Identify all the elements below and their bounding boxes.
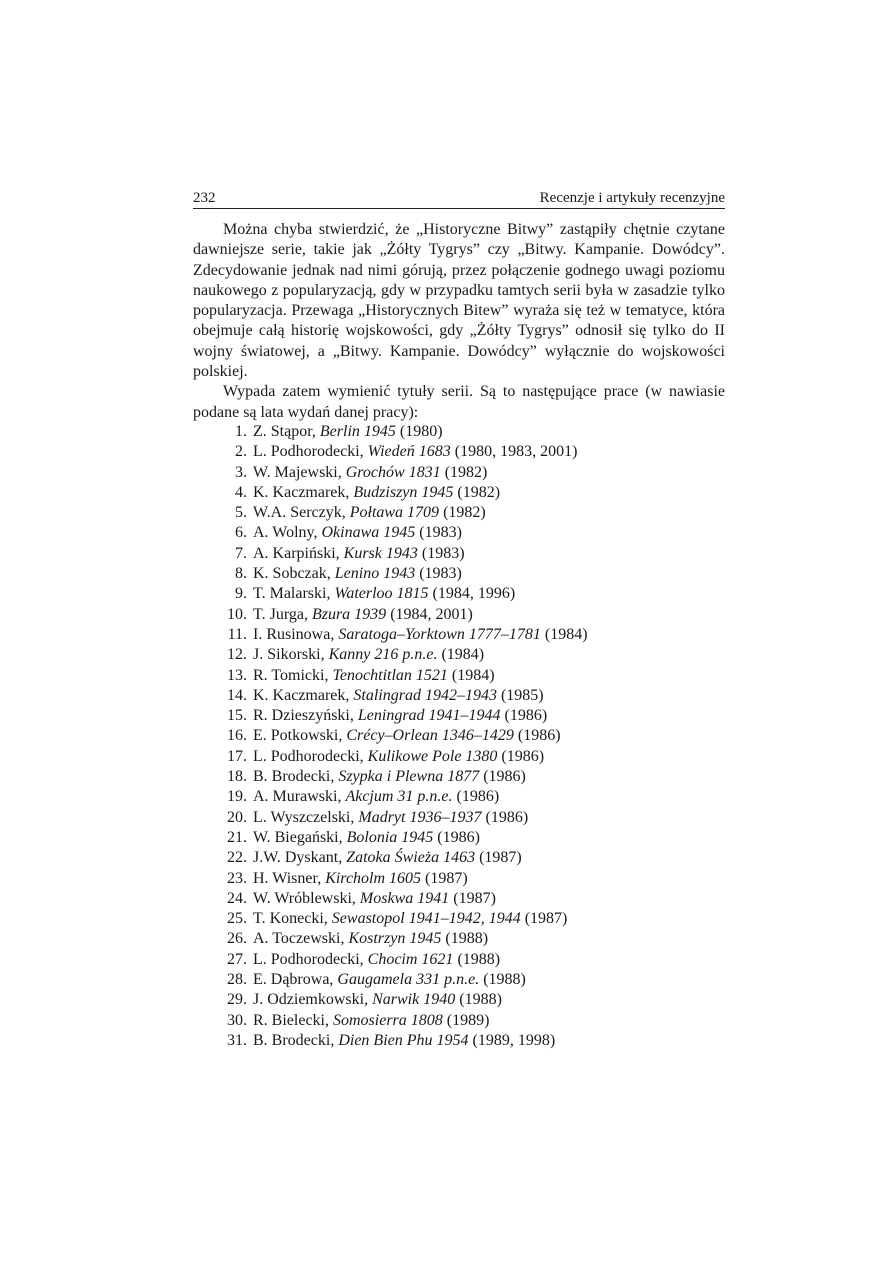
entry-years: (1983) bbox=[419, 524, 462, 542]
entry-title: Somosierra 1808 bbox=[332, 1011, 443, 1029]
list-item-number: 20. bbox=[227, 808, 247, 826]
list-item-entry bbox=[253, 726, 561, 746]
list-item bbox=[193, 584, 725, 604]
list-item-entry bbox=[253, 950, 500, 970]
entry-title: Szypka i Plewna 1877 bbox=[338, 768, 480, 786]
list-item-number: 17. bbox=[227, 747, 247, 765]
entry-title: Narwik 1940 bbox=[372, 991, 456, 1009]
list-item bbox=[193, 787, 725, 807]
list-item-entry bbox=[253, 929, 488, 949]
list-item-number: 30. bbox=[227, 1011, 247, 1029]
entry-years: (1980, 1983, 2001) bbox=[454, 443, 578, 461]
entry-title: Dien Bien Phu 1954 bbox=[338, 1031, 469, 1049]
entry-years: (1987) bbox=[453, 889, 496, 907]
list-item bbox=[193, 747, 725, 767]
entry-years: (1989) bbox=[446, 1011, 490, 1029]
entry-years: (1985) bbox=[500, 686, 544, 704]
list-item-number: 16. bbox=[227, 727, 247, 745]
entry-author: I. Rusinowa, bbox=[253, 625, 335, 643]
list-item-number: 15. bbox=[227, 707, 247, 725]
list-item-entry bbox=[253, 990, 502, 1010]
running-title: Recenzje i artykuły recenzyjne bbox=[539, 190, 725, 206]
list-item-number: 21. bbox=[227, 828, 247, 846]
list-item bbox=[193, 828, 725, 848]
list-item-entry bbox=[253, 544, 465, 564]
list-item-number: 10. bbox=[227, 605, 247, 623]
entry-years: (1987) bbox=[524, 910, 568, 928]
list-item bbox=[193, 503, 725, 523]
list-item-entry bbox=[253, 909, 567, 929]
entry-years: (1986) bbox=[456, 788, 500, 806]
paragraph-intro: Można chyba stwierdzić, że „Historyczne Bitwy” zastąpiły chętnie czytane dawniejsze serie, takie jak „Żółty Tygrys” czy „Bitwy. Kampanie. Dowódcy”. Zdecydowanie jednak nad nimi górują, przez połączenie godnego uwagi poziomu naukowego z popularyzacją, gdy w przypadku tamtych serii była w zasadzie tylko popularyzacja. Przewaga „Historycznych Bitew” wyraża się też w tematyce, która obejmuje całą historię wojskowości, gdy „Żółty Tygrys” odnosił się tylko do II wojny światowej, a „Bitwy. Kampanie. Dowódcy” wyłącznie do wojskowości polskiej. bbox=[193, 221, 725, 381]
list-item-entry bbox=[253, 645, 484, 665]
entry-years: (1984, 1996) bbox=[432, 585, 516, 603]
list-item-number: 4. bbox=[235, 483, 247, 501]
list-item-number: 11. bbox=[227, 625, 247, 643]
list-item bbox=[193, 767, 725, 787]
paragraph-list-intro: Wypada zatem wymienić tytuły serii. Są to następujące prace (w nawiasie podane są lata wydań danej pracy): bbox=[193, 383, 725, 421]
entry-author: K. Kaczmarek, bbox=[253, 483, 350, 501]
entry-years: (1984) bbox=[441, 646, 485, 664]
list-item bbox=[193, 666, 725, 686]
list-item-number: 6. bbox=[235, 524, 247, 542]
list-item-number: 23. bbox=[227, 869, 247, 887]
entry-title: Leningrad 1941–1944 bbox=[357, 707, 501, 725]
list-item-number: 8. bbox=[235, 565, 247, 583]
entry-title: Bzura 1939 bbox=[311, 605, 387, 623]
entry-title: Waterloo 1815 bbox=[334, 585, 429, 603]
list-item-entry bbox=[253, 970, 526, 990]
entry-author: E. Potkowski, bbox=[253, 727, 343, 745]
list-item bbox=[193, 889, 725, 909]
body-text bbox=[193, 220, 725, 423]
entry-title: Chocim 1621 bbox=[367, 950, 454, 968]
list-item bbox=[193, 645, 725, 665]
list-item-number: 14. bbox=[227, 686, 247, 704]
entry-author: L. Podhorodecki, bbox=[253, 443, 364, 461]
entry-years: (1982) bbox=[457, 483, 501, 501]
entry-author: T. Malarski, bbox=[253, 585, 331, 603]
entry-author: Z. Stąpor, bbox=[253, 423, 316, 440]
entry-years: (1986) bbox=[517, 727, 561, 745]
entry-author: T. Konecki, bbox=[253, 910, 328, 928]
entry-title: Berlin 1945 bbox=[319, 423, 396, 440]
list-item-number: 18. bbox=[227, 768, 247, 786]
entry-author: A. Toczewski, bbox=[253, 930, 345, 948]
list-item-number: 3. bbox=[235, 463, 247, 481]
list-item-entry bbox=[253, 564, 462, 584]
list-item-entry bbox=[253, 422, 443, 442]
entry-years: (1984) bbox=[451, 666, 495, 684]
list-item-number: 19. bbox=[227, 788, 247, 806]
entry-title: Zatoka Świeża 1463 bbox=[346, 849, 476, 867]
list-item-entry bbox=[253, 747, 544, 767]
list-item bbox=[193, 564, 725, 584]
entry-title: Kircholm 1605 bbox=[325, 869, 422, 887]
entry-years: (1987) bbox=[479, 849, 522, 867]
entry-author: R. Bielecki, bbox=[253, 1011, 329, 1029]
entry-author: R. Dzieszyński, bbox=[253, 707, 354, 725]
entry-years: (1983) bbox=[421, 544, 465, 562]
entry-author: A. Wolny, bbox=[253, 524, 318, 542]
entry-title: Crécy–Orlean 1346–1429 bbox=[346, 727, 514, 745]
list-item-number: 31. bbox=[227, 1031, 247, 1049]
list-item bbox=[193, 605, 725, 625]
list-item-entry bbox=[253, 1031, 555, 1051]
list-item-entry bbox=[253, 686, 544, 706]
list-item-entry bbox=[253, 442, 577, 462]
entry-title: Budziszyn 1945 bbox=[353, 483, 454, 501]
list-item-entry bbox=[253, 666, 495, 686]
series-title-list bbox=[193, 422, 725, 1051]
list-item-entry bbox=[253, 483, 500, 503]
list-item bbox=[193, 950, 725, 970]
list-item-entry bbox=[253, 767, 526, 787]
entry-years: (1986) bbox=[483, 768, 526, 786]
list-item bbox=[193, 869, 725, 889]
entry-title: Akcjum 31 p.n.e. bbox=[345, 788, 453, 806]
list-item-number: 25. bbox=[227, 910, 247, 928]
entry-author: B. Brodecki, bbox=[253, 1031, 335, 1049]
page-number: 232 bbox=[193, 190, 216, 206]
list-item bbox=[193, 483, 725, 503]
entry-years: (1986) bbox=[485, 808, 529, 826]
entry-years: (1988) bbox=[445, 930, 489, 948]
list-item-entry bbox=[253, 625, 588, 645]
entry-author: E. Dąbrowa, bbox=[253, 971, 334, 989]
list-item-entry bbox=[253, 1011, 489, 1031]
entry-title: Kanny 216 p.n.e. bbox=[328, 646, 438, 664]
entry-title: Bolonia 1945 bbox=[346, 828, 434, 846]
entry-years: (1980) bbox=[399, 423, 443, 440]
list-item-entry bbox=[253, 787, 499, 807]
entry-title: Madryt 1936–1937 bbox=[358, 808, 482, 826]
list-item bbox=[193, 929, 725, 949]
list-item bbox=[193, 970, 725, 990]
list-item-number: 26. bbox=[227, 930, 247, 948]
entry-author: B. Brodecki, bbox=[253, 768, 335, 786]
list-item bbox=[193, 909, 725, 929]
list-item bbox=[193, 848, 725, 868]
list-item bbox=[193, 686, 725, 706]
list-item-entry bbox=[253, 503, 486, 523]
list-item-number: 22. bbox=[227, 849, 247, 867]
list-item-number: 7. bbox=[235, 544, 247, 562]
list-item bbox=[193, 1011, 725, 1031]
entry-author: K. Kaczmarek, bbox=[253, 686, 350, 704]
entry-years: (1982) bbox=[443, 504, 486, 522]
entry-title: Sewastopol 1941–1942, 1944 bbox=[331, 910, 521, 928]
list-item-number: 27. bbox=[227, 950, 247, 968]
entry-author: T. Jurga, bbox=[253, 605, 308, 623]
list-item bbox=[193, 544, 725, 564]
list-item-number: 9. bbox=[235, 585, 247, 603]
entry-years: (1988) bbox=[459, 991, 502, 1009]
entry-years: (1986) bbox=[437, 828, 480, 846]
entry-author: W. Biegański, bbox=[253, 828, 343, 846]
entry-years: (1988) bbox=[483, 971, 526, 989]
list-item-entry bbox=[253, 828, 480, 848]
entry-title: Grochów 1831 bbox=[345, 463, 441, 481]
entry-years: (1987) bbox=[425, 869, 468, 887]
entry-author: J.W. Dyskant, bbox=[253, 849, 343, 867]
list-item-number: 24. bbox=[227, 889, 247, 907]
entry-author: A. Murawski, bbox=[253, 788, 342, 806]
entry-title: Saratoga–Yorktown 1777–1781 bbox=[338, 625, 541, 643]
entry-title: Moskwa 1941 bbox=[359, 889, 450, 907]
list-item bbox=[193, 463, 725, 483]
list-item-entry bbox=[253, 808, 528, 828]
entry-title: Kulikowe Pole 1380 bbox=[367, 747, 498, 765]
list-item bbox=[193, 422, 725, 442]
entry-title: Kursk 1943 bbox=[343, 544, 418, 562]
entry-years: (1982) bbox=[444, 463, 488, 481]
entry-author: J. Odziemkowski, bbox=[253, 991, 369, 1009]
list-item-number: 1. bbox=[235, 423, 247, 440]
entry-years: (1983) bbox=[419, 565, 462, 583]
list-item-number: 5. bbox=[235, 504, 247, 522]
entry-years: (1986) bbox=[504, 707, 548, 725]
list-item bbox=[193, 808, 725, 828]
entry-title: Tenochtitlan 1521 bbox=[332, 666, 448, 684]
list-item bbox=[193, 706, 725, 726]
entry-title: Wiedeń 1683 bbox=[367, 443, 451, 461]
entry-author: W. Majewski, bbox=[253, 463, 342, 481]
entry-title: Kostrzyn 1945 bbox=[348, 930, 442, 948]
list-item-entry bbox=[253, 889, 496, 909]
list-item bbox=[193, 625, 725, 645]
entry-title: Połtawa 1709 bbox=[349, 504, 440, 522]
running-header bbox=[193, 188, 725, 209]
entry-author: K. Sobczak, bbox=[253, 565, 331, 583]
list-item bbox=[193, 990, 725, 1010]
entry-author: A. Karpiński, bbox=[253, 544, 340, 562]
entry-author: L. Podhorodecki, bbox=[253, 950, 364, 968]
entry-title: Lenino 1943 bbox=[334, 565, 416, 583]
entry-years: (1989, 1998) bbox=[472, 1031, 556, 1049]
entry-title: Okinawa 1945 bbox=[321, 524, 416, 542]
list-item-number: 13. bbox=[227, 666, 247, 684]
list-item-entry bbox=[253, 869, 468, 889]
list-item-entry bbox=[253, 605, 473, 625]
list-item-number: 29. bbox=[227, 991, 247, 1009]
entry-years: (1986) bbox=[501, 747, 545, 765]
entry-author: H. Wisner, bbox=[253, 869, 322, 887]
list-item bbox=[193, 442, 725, 462]
list-item bbox=[193, 1031, 725, 1051]
list-item bbox=[193, 726, 725, 746]
entry-author: R. Tomicki, bbox=[253, 666, 329, 684]
list-item-entry bbox=[253, 706, 547, 726]
list-item-entry bbox=[253, 848, 522, 868]
list-item-entry bbox=[253, 463, 487, 483]
entry-title: Stalingrad 1942–1943 bbox=[353, 686, 497, 704]
list-item bbox=[193, 523, 725, 543]
entry-author: W.A. Serczyk, bbox=[253, 504, 346, 522]
entry-years: (1988) bbox=[457, 950, 501, 968]
list-item-entry bbox=[253, 523, 462, 543]
entry-author: L. Wyszczelski, bbox=[253, 808, 355, 826]
list-item-number: 2. bbox=[235, 443, 247, 461]
entry-title: Gaugamela 331 p.n.e. bbox=[337, 971, 480, 989]
entry-years: (1984, 2001) bbox=[390, 605, 473, 623]
entry-years: (1984) bbox=[544, 625, 588, 643]
list-item-number: 28. bbox=[227, 971, 247, 989]
list-item-number: 12. bbox=[227, 646, 247, 664]
list-item-entry bbox=[253, 584, 515, 604]
entry-author: W. Wróblewski, bbox=[253, 889, 356, 907]
entry-author: J. Sikorski, bbox=[253, 646, 325, 664]
entry-author: L. Podhorodecki, bbox=[253, 747, 364, 765]
